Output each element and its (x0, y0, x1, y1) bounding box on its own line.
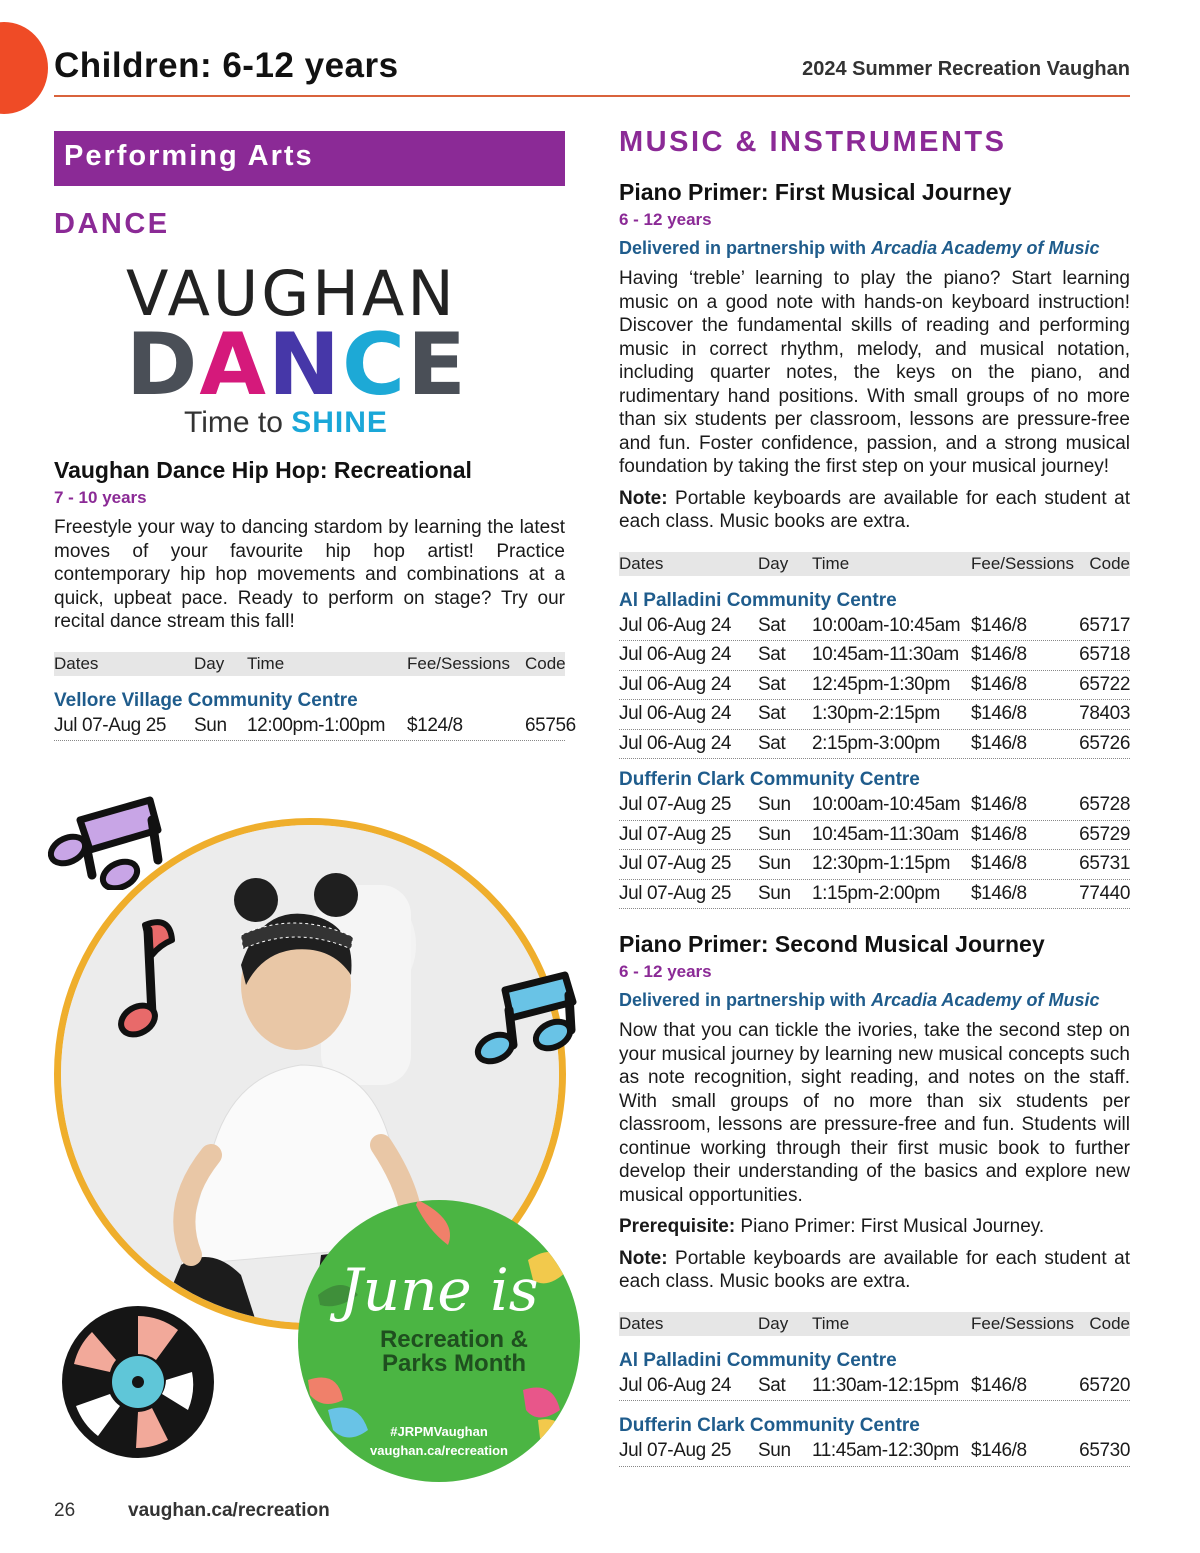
program-description: Freestyle your way to dancing stardom by learning the latest moves of your favourite hip hop artist! Practice contemporary hip hop movements and combinations at a quick, upbeat pace. Ready to perform on stage? Try our recital dance stream this fall! (54, 517, 565, 632)
cell-dates: Jul 06-Aug 24 (619, 732, 732, 754)
cell-code: 65728 (1079, 794, 1130, 816)
cell-time: 10:45am-11:30am (812, 644, 959, 666)
june-script-title: June is (339, 1256, 539, 1324)
cell-time: 1:15pm-2:00pm (812, 882, 940, 904)
cell-dates: Jul 06-Aug 24 (619, 644, 732, 666)
cell-time: 10:00am-10:45am (812, 614, 961, 636)
cell-code: 65729 (1079, 823, 1130, 845)
june-subtitle-line2: Parks Month (381, 1350, 527, 1377)
col-day: Day (758, 553, 789, 573)
page-title: Children: 6-12 years (54, 46, 399, 85)
cell-code: 65717 (1079, 614, 1130, 636)
location-name: Dufferin Clark Community Centre (619, 1415, 920, 1436)
cell-dates: Jul 06-Aug 24 (619, 614, 732, 636)
cell-day: Sun (758, 1440, 791, 1462)
col-time: Time (247, 653, 285, 673)
cell-fee: $146/8 (971, 1374, 1027, 1396)
col-code: Code (525, 653, 566, 673)
corner-decoration (0, 22, 48, 114)
table-row (619, 1437, 1130, 1467)
cell-day: Sat (758, 1374, 786, 1396)
cell-time: 10:00am-10:45am (812, 794, 961, 816)
logo-tagline-prefix: Time to (184, 406, 292, 439)
program-age: 6 - 12 years (619, 210, 712, 229)
table-row (619, 880, 1130, 910)
logo-tagline-highlight: SHINE (291, 406, 388, 439)
cell-time: 11:30am-12:15pm (812, 1374, 959, 1396)
note-label: Note: (619, 1247, 668, 1269)
col-dates: Dates (54, 653, 99, 673)
cell-code: 65720 (1079, 1374, 1130, 1396)
cell-day: Sun (758, 794, 791, 816)
cell-code: 65756 (525, 714, 576, 736)
section-banner: Performing Arts (54, 131, 565, 186)
cell-day: Sat (758, 732, 786, 754)
cell-time: 2:15pm-3:00pm (812, 732, 940, 754)
header-divider (54, 95, 1130, 97)
col-time: Time (812, 1313, 850, 1333)
schedule-header (619, 1312, 1130, 1336)
music-note-red-icon (110, 915, 190, 1045)
cell-dates: Jul 07-Aug 25 (54, 714, 167, 736)
cell-day: Sun (758, 853, 791, 875)
program-title: Piano Primer: First Musical Journey (619, 179, 1012, 205)
june-url: vaughan.ca/recreation (370, 1443, 508, 1458)
program-note (619, 1247, 1130, 1294)
program-partner (619, 990, 1130, 1011)
program-title: Vaughan Dance Hip Hop: Recreational (54, 457, 472, 483)
table-row (619, 850, 1130, 880)
cell-fee: $146/8 (971, 853, 1027, 875)
program-note (619, 487, 1130, 534)
publication-title: 2024 Summer Recreation Vaughan (802, 58, 1130, 80)
col-fee: Fee/Sessions (971, 1313, 1074, 1333)
cell-time: 12:00pm-1:00pm (247, 714, 386, 736)
cell-day: Sat (758, 614, 786, 636)
table-row (619, 641, 1130, 671)
cell-time: 12:30pm-1:15pm (812, 853, 951, 875)
partner-prefix: Delivered in partnership with (619, 990, 872, 1010)
location-name: Dufferin Clark Community Centre (619, 769, 920, 790)
col-day: Day (758, 1313, 789, 1333)
location-name: Al Palladini Community Centre (619, 1349, 897, 1371)
program-age: 6 - 12 years (619, 962, 712, 981)
table-row (619, 730, 1130, 760)
cell-day: Sun (758, 882, 791, 904)
cell-code: 65718 (1079, 644, 1130, 666)
cell-fee: $146/8 (971, 614, 1027, 636)
program-description: Now that you can tickle the ivories, take the second step on your musical journey by learning new musical concepts such as note recognition, sight reading, and notes on the staff. With small groups of no more than six students per classroom, lessons are pressure-free and fun. Students will continue working through their first music book to further develop their understanding of the basics and explore new musical opportunities. (619, 1020, 1130, 1206)
illustration-area (40, 790, 600, 1500)
june-hashtag: #JRPMVaughan (390, 1424, 488, 1439)
category-heading-dance: DANCE (54, 208, 170, 240)
page-number: 26 (54, 1500, 76, 1521)
cell-day: Sat (758, 703, 786, 725)
cell-dates: Jul 07-Aug 25 (619, 853, 732, 875)
location-name: Vellore Village Community Centre (54, 689, 358, 711)
cell-code: 65726 (1079, 732, 1130, 754)
june-tags (298, 1422, 580, 1460)
prereq-text: Piano Primer: First Musical Journey. (735, 1216, 1045, 1237)
vaughan-dance-logo (126, 257, 486, 443)
cell-time: 12:45pm-1:30pm (812, 673, 951, 695)
table-row (619, 821, 1130, 851)
cell-time: 11:45am-12:30pm (812, 1440, 959, 1462)
program-description: Having ‘treble’ learning to play the piano? Start learning music on a good note with hands-on keyboard instruction! Discover the fundamental skills of reading and performing music in correct rhythm, melody, and musical notation, including quarter notes, the keys on the piano, and rudimentary hand positions. With small groups of no more than six students per classroom, lessons are pressure-free and fun. Foster confidence, passion, and a strong musical foundation by taking the first step on your musical journey! (619, 268, 1130, 477)
cell-day: Sat (758, 644, 786, 666)
cell-code: 65722 (1079, 673, 1130, 695)
col-time: Time (812, 553, 850, 573)
cell-code: 65731 (1079, 853, 1130, 875)
program-title: Piano Primer: Second Musical Journey (619, 931, 1045, 957)
schedule-header (54, 652, 565, 676)
table-row (619, 1372, 1130, 1402)
note-text: Portable keyboards are available for each student at each class. Music books are extra. (619, 1247, 1130, 1292)
cell-fee: $146/8 (971, 882, 1027, 904)
right-column (619, 126, 1130, 1467)
cell-fee: $146/8 (971, 703, 1027, 725)
cell-dates: Jul 07-Aug 25 (619, 823, 732, 845)
june-recreation-badge (298, 1200, 580, 1482)
vinyl-record-icon (58, 1302, 218, 1462)
cell-fee: $146/8 (971, 823, 1027, 845)
table-row (619, 700, 1130, 730)
cell-dates: Jul 07-Aug 25 (619, 882, 732, 904)
note-label: Note: (619, 487, 668, 509)
program-prerequisite (619, 1215, 1130, 1239)
col-dates: Dates (619, 553, 664, 573)
col-code: Code (1089, 553, 1130, 573)
table-row (619, 612, 1130, 642)
note-text: Portable keyboards are available for each student at each class. Music books are extra. (619, 487, 1130, 532)
cell-day: Sat (758, 673, 786, 695)
category-heading-music: MUSIC & INSTRUMENTS (619, 126, 1007, 158)
col-fee: Fee/Sessions (407, 653, 510, 673)
cell-fee: $146/8 (971, 644, 1027, 666)
cell-dates: Jul 06-Aug 24 (619, 703, 732, 725)
col-dates: Dates (619, 1313, 664, 1333)
june-badge-text (298, 1200, 580, 1482)
cell-dates: Jul 06-Aug 24 (619, 673, 732, 695)
cell-dates: Jul 07-Aug 25 (619, 794, 732, 816)
partner-name: Arcadia Academy of Music (871, 238, 1100, 258)
cell-time: 1:30pm-2:15pm (812, 703, 940, 725)
cell-code: 78403 (1079, 703, 1130, 725)
program-age: 7 - 10 years (54, 488, 147, 507)
col-code: Code (1089, 1313, 1130, 1333)
cell-fee: $146/8 (971, 1440, 1027, 1462)
table-row (54, 712, 576, 742)
program-partner (619, 238, 1130, 259)
col-day: Day (194, 653, 225, 673)
left-column (54, 131, 576, 741)
location-name: Al Palladini Community Centre (619, 589, 897, 611)
cell-code: 77440 (1079, 882, 1130, 904)
june-subtitle (358, 1328, 550, 1376)
partner-name: Arcadia Academy of Music (871, 990, 1100, 1010)
partner-prefix: Delivered in partnership with (619, 238, 872, 258)
schedule-header (619, 552, 1130, 576)
table-row (619, 671, 1130, 701)
cell-day: Sun (194, 714, 227, 736)
cell-code: 65730 (1079, 1440, 1130, 1462)
table-row (619, 791, 1130, 821)
music-note-blue-icon (465, 970, 580, 1070)
june-subtitle-line1: Recreation & (379, 1326, 529, 1353)
logo-dance-text: DANCE (126, 315, 468, 415)
logo-top-text: VAUGHAN (126, 257, 457, 330)
footer-url-link[interactable]: vaughan.ca/recreation (128, 1500, 330, 1521)
cell-fee: $146/8 (971, 732, 1027, 754)
cell-dates: Jul 07-Aug 25 (619, 1440, 732, 1462)
cell-fee: $146/8 (971, 673, 1027, 695)
music-note-purple-icon (40, 790, 180, 890)
prereq-label: Prerequisite: (619, 1216, 736, 1237)
cell-time: 10:45am-11:30am (812, 823, 959, 845)
col-fee: Fee/Sessions (971, 553, 1074, 573)
cell-dates: Jul 06-Aug 24 (619, 1374, 732, 1396)
cell-fee: $124/8 (407, 714, 463, 736)
cell-fee: $146/8 (971, 794, 1027, 816)
cell-day: Sun (758, 823, 791, 845)
